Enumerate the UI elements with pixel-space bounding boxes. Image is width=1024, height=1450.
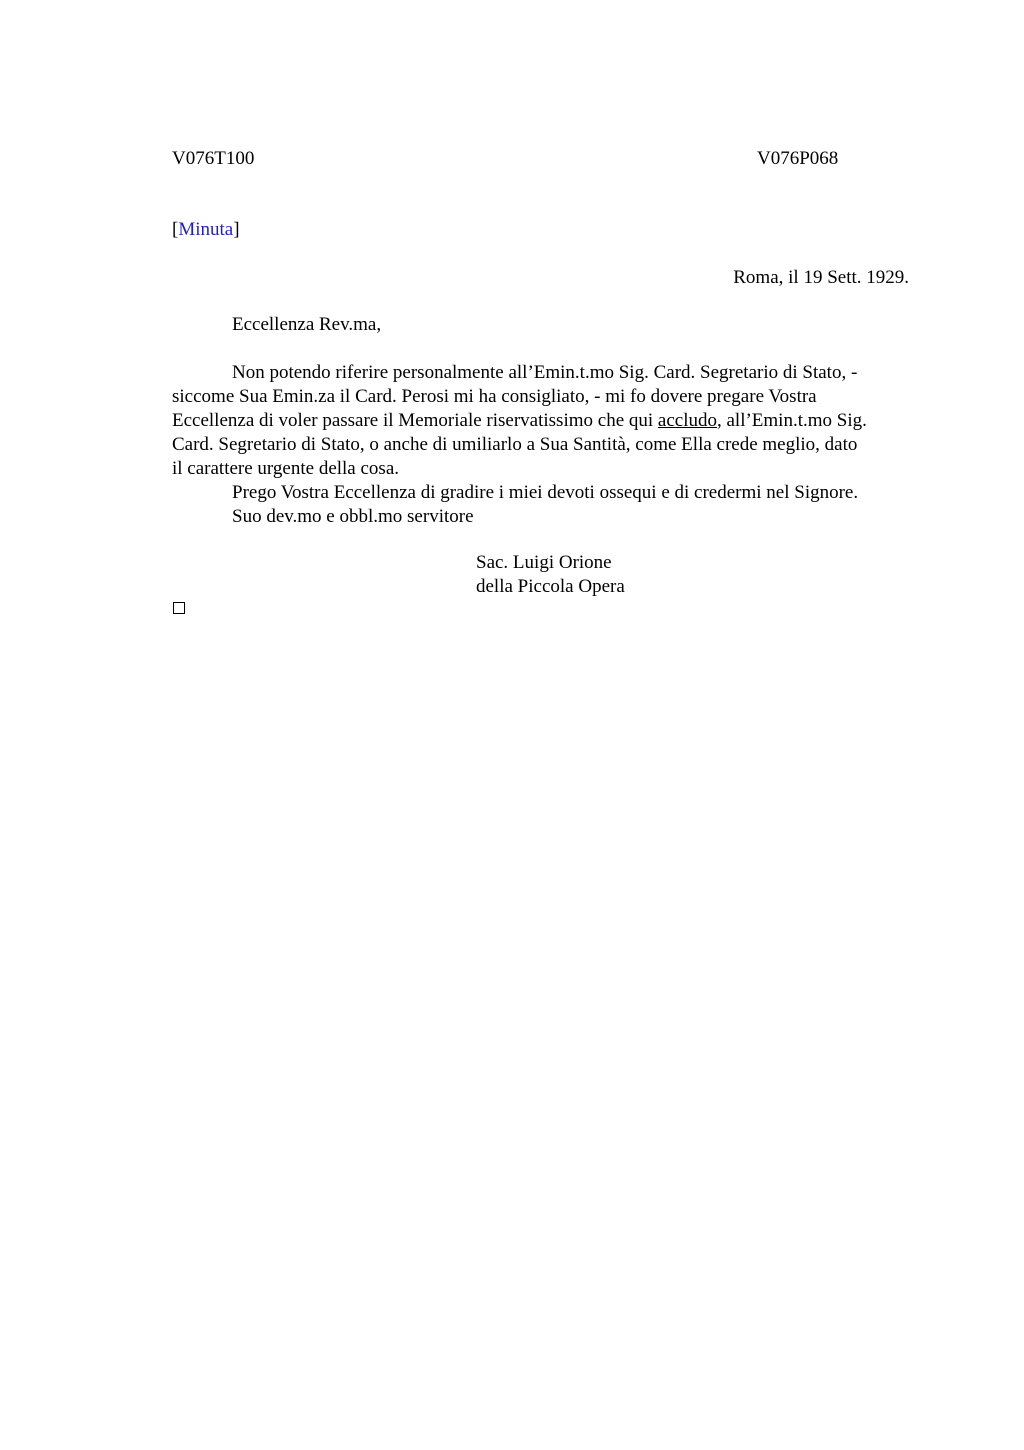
body-line: il carattere urgente della cosa. — [172, 458, 399, 479]
letter-date: Roma, il 19 Sett. 1929. — [733, 267, 909, 288]
body-line: siccome Sua Emin.za il Card. Perosi mi ha consigliato, - mi fo dovere pregare Vostra — [172, 386, 817, 407]
underlined-word: accludo — [657, 410, 717, 431]
body-text: , all’Emin.t.mo Sig. — [716, 410, 867, 431]
tag-close-bracket: ] — [233, 219, 240, 240]
body-line: Non potendo riferire personalmente all’Emin.t.mo Sig. Card. Segretario di Stato, - — [232, 362, 858, 383]
document-type-tag — [172, 218, 240, 242]
document-code-left: V076T100 — [172, 148, 255, 169]
body-text: Eccellenza di voler passare il Memoriale riservatissimo che qui — [172, 410, 658, 431]
signature-organization: della Piccola Opera — [476, 576, 625, 597]
signature-name: Sac. Luigi Orione — [476, 552, 612, 573]
document-code-right: V076P068 — [757, 148, 839, 169]
letter-body — [172, 361, 932, 529]
body-line: Card. Segretario di Stato, o anche di umiliarlo a Sua Santità, come Ella crede meglio, dato — [172, 434, 858, 455]
valediction: Suo dev.mo e obbl.mo servitore — [232, 506, 474, 527]
body-line — [172, 409, 932, 433]
letter-salutation: Eccellenza Rev.ma, — [232, 314, 382, 335]
tag-open-bracket: [ — [172, 219, 179, 240]
closing-line: Prego Vostra Eccellenza di gradire i miei devoti ossequi e di credermi nel Signore. — [232, 482, 859, 503]
tag-minuta-link[interactable]: Minuta — [178, 219, 234, 240]
square-outline-icon — [173, 602, 185, 614]
